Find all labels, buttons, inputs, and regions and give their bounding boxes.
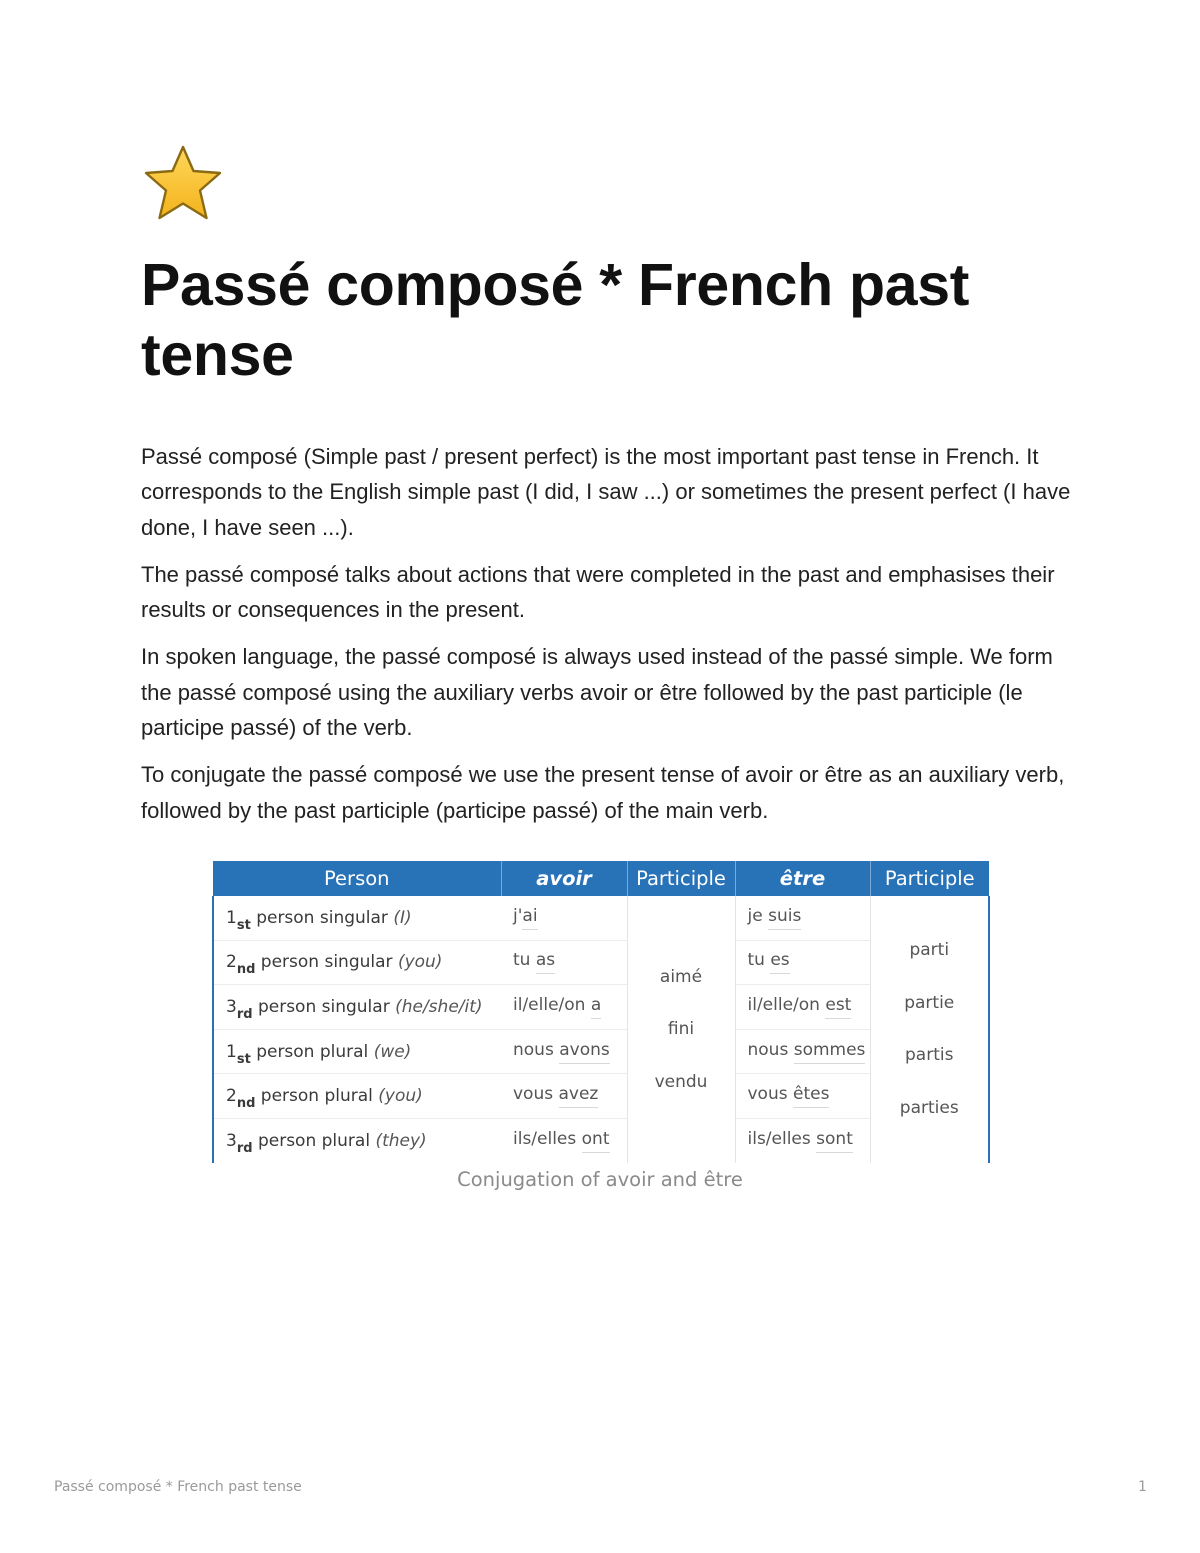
etre-form-cell: tu es <box>735 940 870 985</box>
person-cell: $3_{rd}$ person plural (they) <box>213 1118 501 1162</box>
participle: aimé <box>659 966 703 987</box>
avoir-form-cell: vous avez <box>501 1074 627 1119</box>
header-avoir: avoir <box>501 861 627 896</box>
avoir-participles-cell <box>627 896 735 1163</box>
person-cell: $2_{nd}$ person singular (you) <box>213 940 501 985</box>
participle: vendu <box>654 1071 708 1092</box>
etre-form-cell: je suis <box>735 896 870 940</box>
person-cell: $3_{rd}$ person singular (he/she/it) <box>213 985 501 1030</box>
avoir-form-cell: j'ai <box>501 896 627 940</box>
participle: partie <box>904 992 955 1013</box>
etre-form-cell: vous êtes <box>735 1074 870 1119</box>
avoir-form-cell: il/elle/on a <box>501 985 627 1030</box>
header-etre: être <box>735 861 870 896</box>
page-number: 1 <box>1138 1479 1147 1495</box>
header-participle: Participle <box>627 861 735 896</box>
etre-form-cell: il/elle/on est <box>735 985 870 1030</box>
table-row <box>213 896 989 940</box>
footer-title: Passé composé * French past tense <box>54 1479 302 1495</box>
header-participle: Participle <box>870 861 989 896</box>
etre-form-cell: nous sommes <box>735 1029 870 1074</box>
person-cell: $1_{st}$ person plural (we) <box>213 1029 501 1074</box>
body-text <box>141 439 1071 840</box>
table-caption: Conjugation of avoir and être <box>457 1168 743 1191</box>
avoir-form-cell: nous avons <box>501 1029 627 1074</box>
paragraph: Passé composé (Simple past / present perfect) is the most important past tense in French. It corresponds to the English simple past (I did, I saw ...) or sometimes the present perfect (I have done, I have seen ...). <box>141 444 1071 540</box>
person-cell: $2_{nd}$ person plural (you) <box>213 1074 501 1119</box>
page-title: Passé composé * French past tense <box>141 252 970 388</box>
paragraph: To conjugate the passé composé we use the present tense of avoir or être as an auxiliary verb, followed by the past participle (participe passé) of the main verb. <box>141 762 1065 823</box>
avoir-form-cell: ils/elles ont <box>501 1118 627 1162</box>
conjugation-table <box>212 861 990 1163</box>
table-header-row <box>213 861 989 896</box>
paragraph: In spoken language, the passé composé is always used instead of the passé simple. We form the passé composé using the auxiliary verbs avoir or être followed by the past participle (le participe passé) of the verb. <box>141 644 1053 741</box>
avoir-form-cell: tu as <box>501 940 627 985</box>
etre-form-cell: ils/elles sont <box>735 1118 870 1162</box>
etre-participles-cell <box>870 896 989 1163</box>
star-icon <box>140 144 226 224</box>
person-cell: $1_{st}$ person singular (I) <box>213 896 501 940</box>
header-person: Person <box>213 861 501 896</box>
paragraph: The passé composé talks about actions that were completed in the past and emphasises their results or consequences in the present. <box>141 561 1055 623</box>
participle: parti <box>909 940 950 961</box>
participle: parties <box>899 1097 959 1118</box>
participle: fini <box>667 1019 695 1040</box>
participle: partis <box>905 1045 954 1066</box>
conjugation-table-image <box>212 861 988 1158</box>
